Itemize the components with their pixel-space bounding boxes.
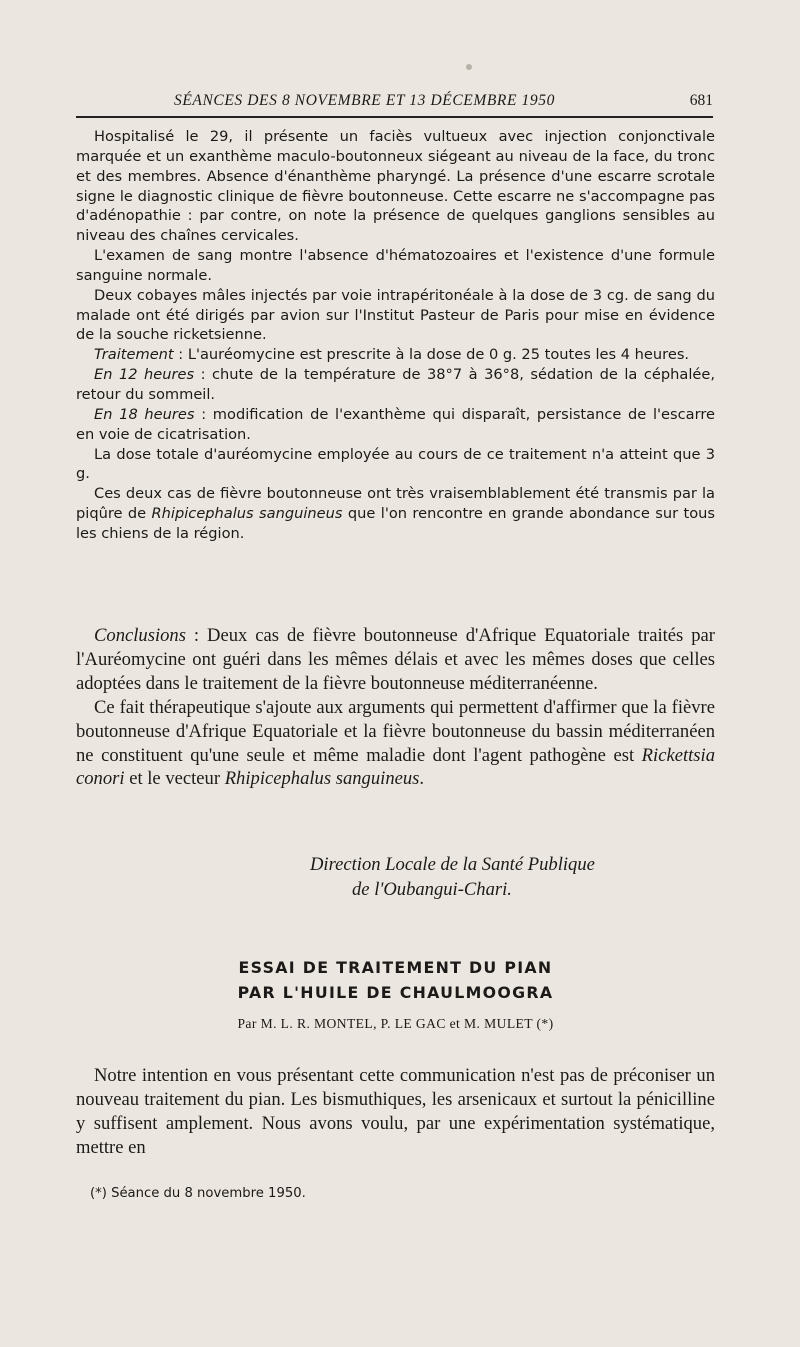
species-name: Rhipicephalus sanguineus	[151, 505, 343, 523]
conclusion-paragraph: Ce fait thérapeutique s'ajoute aux arguments qui permettent d'affirmer que la fièvre boutonneuse d'Afrique Equatoriale et la fièvre boutonneuse du bassin méditerranéen ne constituent qu'une seule et même maladie dont l'agent pathogène est Rickettsia conori et le vecteur Rhipicephalus sanguineus.	[76, 696, 715, 790]
signature	[310, 852, 730, 902]
running-head: SÉANCES DES 8 NOVEMBRE ET 13 DÉCEMBRE 1950	[174, 92, 555, 109]
intro-paragraph: Notre intention en vous présentant cette communication n'est pas de préconiser un nouveau traitement du pian. Les bismuthiques, les arsenicaux et surtout la pénicilline y suffisent amplement. Nous avons voulu, par une expérimentation systématique, mettre en	[76, 1065, 715, 1158]
article-title-line: PAR L'HUILE DE CHAULMOOGRA	[237, 983, 554, 1002]
page-number: 681	[689, 92, 713, 109]
case-paragraph: En 12 heures : chute de la température de 38°7 à 36°8, sédation de la céphalée, retour du sommeil.	[76, 366, 715, 403]
footnote: (*) Séance du 8 novembre 1950.	[90, 1186, 306, 1201]
case-report	[76, 127, 715, 544]
paper-spot	[466, 64, 472, 70]
byline: Par M. L. R. MONTEL, P. LE GAC et M. MULET (*)	[237, 1016, 554, 1031]
treatment-label: Traitement	[94, 346, 174, 364]
time-label: En 12 heures	[94, 366, 195, 384]
signature-line: de l'Oubangui-Chari.	[352, 879, 512, 900]
conclusions	[76, 624, 715, 791]
case-paragraph: L'examen de sang montre l'absence d'hématozoaires et l'existence d'une formule sanguine normale.	[76, 247, 715, 284]
case-paragraph: Ces deux cas de fièvre boutonneuse ont très vraisemblablement été transmis par la piqûre de Rhipicephalus sanguineus que l'on rencontre en grande abondance sur tous les chiens de la région.	[76, 485, 715, 542]
case-paragraph: Deux cobayes mâles injectés par voie intrapéritonéale à la dose de 3 cg. de sang du malade ont été dirigés par avion sur l'Institut Pasteur de Paris pour mise en évidence de la souche ricketsienne.	[76, 286, 715, 344]
agent-name: Rickettsia conori	[76, 744, 715, 790]
conclusions-label: Conclusions	[94, 625, 186, 646]
article-title-line: ESSAI DE TRAITEMENT DU PIAN	[238, 958, 553, 977]
time-label: En 18 heures	[94, 405, 195, 423]
case-paragraph: La dose totale d'auréomycine employée au cours de ce traitement n'a atteint que 3 g.	[76, 445, 715, 483]
vector-name: Rhipicephalus sanguineus	[224, 768, 420, 790]
case-paragraph: En 18 heures : modification de l'exanthème qui disparaît, persistance de l'escarre en voie de cicatrisation.	[76, 405, 715, 443]
signature-line: Direction Locale de la Santé Publique	[310, 854, 595, 875]
conclusion-paragraph: Conclusions : Deux cas de fièvre boutonneuse d'Afrique Equatoriale traités par l'Auréomycine ont guéri dans les mêmes délais et avec les mêmes doses que celles adoptées dans le traitement de la fièvre boutonneuse méditerranéenne.	[76, 625, 715, 694]
case-paragraph: Traitement : L'auréomycine est prescrite à la dose de 0 g. 25 toutes les 4 heures.	[94, 346, 690, 364]
running-header	[76, 92, 713, 118]
case-paragraph: Hospitalisé le 29, il présente un faciès vultueux avec injection conjonctivale marquée et un exanthème maculo-boutonneux siégeant au niveau de la face, du tronc et des membres. Absence d'énanthème pharyngé. La présence d'une escarre scrotale signe le diagnostic clinique de fièvre boutonneuse. Cette escarre ne s'accompagne pas d'adénopathie : par contre, on note la présence de quelques ganglions sensibles au niveau des chaînes cervicales.	[76, 128, 715, 245]
article-intro	[76, 1064, 715, 1160]
